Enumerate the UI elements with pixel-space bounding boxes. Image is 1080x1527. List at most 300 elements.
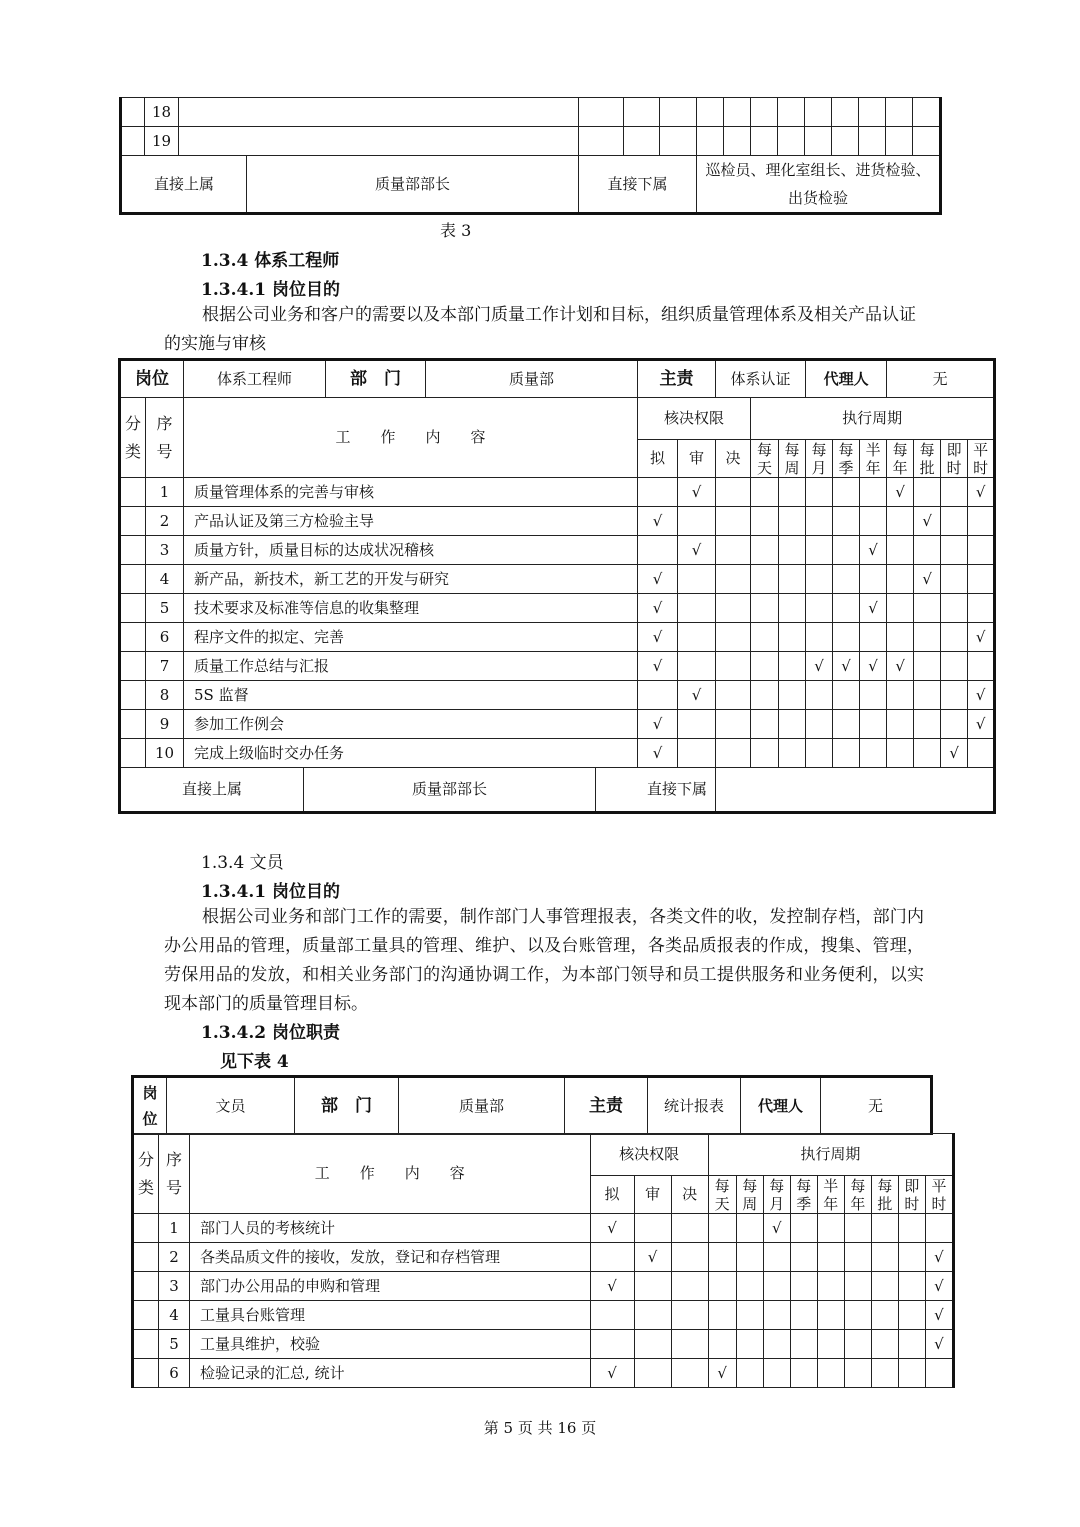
- check-cell: [968, 739, 995, 768]
- check-cell: [671, 1272, 708, 1301]
- check-cell: [844, 1243, 871, 1272]
- check-cell: √: [925, 1330, 953, 1359]
- section-title: 1.3.4 体系工程师: [201, 251, 340, 271]
- superior-value: 质量部部长: [304, 768, 596, 813]
- check-cell: [671, 1214, 708, 1243]
- check-cell: [736, 1330, 763, 1359]
- table-row: [120, 594, 995, 623]
- work-content: 完成上级临时交办任务: [184, 739, 638, 768]
- work-content: 质量方针，质量目标的达成状况稽核: [184, 536, 638, 565]
- duty-title: 1.3.4.2 岗位职责: [201, 1023, 340, 1043]
- duty-table-clerk: [131, 1133, 955, 1388]
- check-cell: [751, 594, 779, 623]
- check-cell: [860, 478, 887, 507]
- check-cell: [763, 1243, 790, 1272]
- check-cell: [898, 1330, 925, 1359]
- check-cell: [887, 623, 914, 652]
- period-col: 每月: [806, 440, 833, 478]
- check-cell: [833, 478, 860, 507]
- check-cell: √: [925, 1301, 953, 1330]
- period-col: 即时: [941, 440, 968, 478]
- check-cell: [671, 1330, 708, 1359]
- check-cell: [790, 1330, 817, 1359]
- check-cell: [763, 1272, 790, 1301]
- work-content: 程序文件的拟定、完善: [184, 623, 638, 652]
- category-header: 分类: [120, 398, 146, 478]
- check-cell: [925, 1359, 953, 1388]
- authority-col: 拟: [590, 1176, 634, 1214]
- period-col: 每季: [790, 1176, 817, 1214]
- check-cell: [898, 1301, 925, 1330]
- check-cell: √: [968, 710, 995, 739]
- check-cell: [871, 1330, 898, 1359]
- check-cell: [833, 710, 860, 739]
- table-row: [120, 478, 995, 507]
- table-row: [133, 1301, 954, 1330]
- table-row: [133, 1243, 954, 1272]
- check-cell: √: [914, 565, 941, 594]
- check-cell: [736, 1272, 763, 1301]
- table-row: [120, 623, 995, 652]
- check-cell: [833, 623, 860, 652]
- row-number: 2: [159, 1243, 190, 1272]
- check-cell: √: [678, 536, 716, 565]
- check-cell: √: [968, 681, 995, 710]
- check-cell: √: [638, 652, 678, 681]
- category-cell: [120, 507, 146, 536]
- check-cell: [898, 1272, 925, 1301]
- check-cell: [790, 1359, 817, 1388]
- row-number: 6: [159, 1359, 190, 1388]
- check-cell: [634, 1214, 671, 1243]
- check-cell: [914, 536, 941, 565]
- check-cell: [844, 1330, 871, 1359]
- check-cell: [790, 1243, 817, 1272]
- check-cell: [708, 1301, 736, 1330]
- check-cell: [914, 652, 941, 681]
- check-cell: [898, 1214, 925, 1243]
- check-cell: [716, 681, 751, 710]
- work-content: 工量具台账管理: [190, 1301, 590, 1330]
- check-cell: [914, 478, 941, 507]
- check-cell: [833, 681, 860, 710]
- period-col: 每月: [763, 1176, 790, 1214]
- check-cell: [779, 652, 806, 681]
- check-cell: √: [925, 1272, 953, 1301]
- check-cell: [833, 739, 860, 768]
- main-value: 体系认证: [716, 360, 806, 398]
- check-cell: [941, 652, 968, 681]
- check-cell: [887, 536, 914, 565]
- check-cell: [751, 739, 779, 768]
- check-cell: √: [806, 652, 833, 681]
- check-cell: [708, 1243, 736, 1272]
- work-content: 5S 监督: [184, 681, 638, 710]
- check-cell: [860, 710, 887, 739]
- authority-col: 决: [671, 1176, 708, 1214]
- check-cell: [716, 565, 751, 594]
- check-cell: √: [638, 739, 678, 768]
- period-col: 即时: [898, 1176, 925, 1214]
- check-cell: √: [833, 652, 860, 681]
- work-content: 参加工作例会: [184, 710, 638, 739]
- authority-col: 审: [634, 1176, 671, 1214]
- check-cell: [914, 594, 941, 623]
- content-header: 工 作 内 容: [184, 398, 638, 478]
- check-cell: √: [860, 594, 887, 623]
- row-number: 7: [146, 652, 184, 681]
- superior-label: 直接上属: [121, 156, 247, 214]
- check-cell: √: [763, 1214, 790, 1243]
- category-cell: [120, 681, 146, 710]
- row-number: 1: [159, 1214, 190, 1243]
- check-cell: [860, 623, 887, 652]
- row-number: 1: [146, 478, 184, 507]
- check-cell: [914, 739, 941, 768]
- check-cell: [638, 536, 678, 565]
- check-cell: [590, 1243, 634, 1272]
- check-cell: [678, 739, 716, 768]
- check-cell: [968, 594, 995, 623]
- authority-col: 审: [678, 440, 716, 478]
- main-label: 主责: [565, 1077, 648, 1135]
- check-cell: [751, 681, 779, 710]
- check-cell: [751, 507, 779, 536]
- check-cell: [844, 1214, 871, 1243]
- check-cell: [925, 1214, 953, 1243]
- period-col: 每年: [844, 1176, 871, 1214]
- period-header: 执行周期: [751, 398, 995, 440]
- check-cell: [806, 594, 833, 623]
- check-cell: [871, 1272, 898, 1301]
- check-cell: [708, 1214, 736, 1243]
- check-cell: [779, 739, 806, 768]
- check-cell: √: [638, 623, 678, 652]
- check-cell: [779, 623, 806, 652]
- check-cell: [833, 536, 860, 565]
- check-cell: √: [914, 507, 941, 536]
- category-cell: [120, 623, 146, 652]
- work-content: 质量工作总结与汇报: [184, 652, 638, 681]
- row-number: 2: [146, 507, 184, 536]
- subordinate-value: 巡检员、理化室组长、进货检验、出货检验: [697, 156, 941, 214]
- check-cell: [860, 739, 887, 768]
- check-cell: [898, 1243, 925, 1272]
- purpose-text: 根据公司业务和客户的需要以及本部门质量工作计划和目标，组织质量管理体系及相关产品认证的实施与审核: [164, 305, 916, 354]
- check-cell: [716, 652, 751, 681]
- check-cell: [671, 1301, 708, 1330]
- category-cell: [120, 652, 146, 681]
- check-cell: [634, 1330, 671, 1359]
- check-cell: [968, 652, 995, 681]
- check-cell: [887, 507, 914, 536]
- row-number: 4: [146, 565, 184, 594]
- check-cell: [887, 594, 914, 623]
- check-cell: [708, 1330, 736, 1359]
- check-cell: [817, 1243, 844, 1272]
- dept-label: 部 门: [295, 1077, 399, 1135]
- check-cell: [941, 681, 968, 710]
- category-cell: [120, 565, 146, 594]
- row-number: 10: [146, 739, 184, 768]
- table-row: [120, 536, 995, 565]
- check-cell: [941, 507, 968, 536]
- work-content: 部门人员的考核统计: [190, 1214, 590, 1243]
- check-cell: [806, 536, 833, 565]
- work-content: 质量管理体系的完善与审核: [184, 478, 638, 507]
- category-header: 分类: [133, 1134, 159, 1214]
- check-cell: √: [887, 652, 914, 681]
- row-number: 19: [145, 127, 179, 156]
- check-cell: [736, 1301, 763, 1330]
- check-cell: [671, 1243, 708, 1272]
- post-value: 体系工程师: [184, 360, 326, 398]
- table-row: [120, 710, 995, 739]
- main-label: 主责: [638, 360, 716, 398]
- period-col: 每年: [887, 440, 914, 478]
- superior-label: 直接上属: [120, 768, 304, 813]
- check-cell: [634, 1359, 671, 1388]
- work-content: 检验记录的汇总, 统计: [190, 1359, 590, 1388]
- check-cell: [860, 681, 887, 710]
- category-cell: [133, 1272, 159, 1301]
- period-col: 每周: [779, 440, 806, 478]
- check-cell: [751, 710, 779, 739]
- check-cell: [817, 1214, 844, 1243]
- purpose-title: 1.3.4.1 岗位目的: [201, 280, 340, 300]
- check-cell: [806, 681, 833, 710]
- period-col: 每周: [736, 1176, 763, 1214]
- check-cell: [860, 507, 887, 536]
- superior-value: 质量部部长: [247, 156, 579, 214]
- category-cell: [120, 536, 146, 565]
- check-cell: √: [590, 1214, 634, 1243]
- check-cell: √: [968, 623, 995, 652]
- row-number: 8: [146, 681, 184, 710]
- period-col: 半年: [817, 1176, 844, 1214]
- check-cell: √: [638, 594, 678, 623]
- check-cell: [678, 623, 716, 652]
- check-cell: [790, 1272, 817, 1301]
- check-cell: [871, 1243, 898, 1272]
- check-cell: [716, 594, 751, 623]
- check-cell: [678, 594, 716, 623]
- subordinate-label: 直接下属: [579, 156, 697, 214]
- work-content: 工量具维护，校验: [190, 1330, 590, 1359]
- row-number: 5: [146, 594, 184, 623]
- check-cell: √: [860, 652, 887, 681]
- sequence-header: 序号: [159, 1134, 190, 1214]
- row-number: 18: [145, 98, 179, 127]
- check-cell: [914, 681, 941, 710]
- period-col: 每批: [914, 440, 941, 478]
- check-cell: [638, 478, 678, 507]
- check-cell: [871, 1214, 898, 1243]
- row-number: 3: [159, 1272, 190, 1301]
- check-cell: [871, 1301, 898, 1330]
- table-row: [133, 1359, 954, 1388]
- check-cell: √: [678, 478, 716, 507]
- check-cell: [716, 623, 751, 652]
- check-cell: [716, 710, 751, 739]
- check-cell: [833, 594, 860, 623]
- check-cell: [678, 507, 716, 536]
- check-cell: [968, 536, 995, 565]
- purpose-title: 1.3.4.1 岗位目的: [201, 882, 340, 902]
- check-cell: [806, 623, 833, 652]
- work-content: 技术要求及标准等信息的收集整理: [184, 594, 638, 623]
- check-cell: [914, 623, 941, 652]
- check-cell: [887, 739, 914, 768]
- duty-table-engineer: [118, 358, 996, 814]
- check-cell: [833, 565, 860, 594]
- row-number: 6: [146, 623, 184, 652]
- period-col: 平时: [925, 1176, 953, 1214]
- agent-value: 无: [887, 360, 995, 398]
- check-cell: [968, 507, 995, 536]
- check-cell: [806, 478, 833, 507]
- check-cell: [941, 710, 968, 739]
- check-cell: [634, 1301, 671, 1330]
- check-cell: [941, 536, 968, 565]
- check-cell: √: [678, 681, 716, 710]
- table-row: [120, 652, 995, 681]
- content-header: 工 作 内 容: [190, 1134, 590, 1214]
- check-cell: [751, 478, 779, 507]
- duty-table-clerk-top: [131, 1075, 933, 1135]
- table-row: [120, 739, 995, 768]
- check-cell: [860, 565, 887, 594]
- authority-header: 核决权限: [638, 398, 751, 440]
- check-cell: √: [887, 478, 914, 507]
- check-cell: [844, 1272, 871, 1301]
- category-cell: [133, 1243, 159, 1272]
- check-cell: [806, 507, 833, 536]
- top-table: [119, 97, 942, 215]
- check-cell: √: [590, 1359, 634, 1388]
- check-cell: [779, 507, 806, 536]
- check-cell: [638, 681, 678, 710]
- table-row: [121, 127, 941, 156]
- page-footer: 第 5 页 共 16 页: [483, 1419, 597, 1437]
- check-cell: [590, 1330, 634, 1359]
- row-number: 9: [146, 710, 184, 739]
- table-row: [133, 1330, 954, 1359]
- check-cell: [736, 1243, 763, 1272]
- period-col: 每季: [833, 440, 860, 478]
- category-cell: [133, 1214, 159, 1243]
- dept-label: 部 门: [326, 360, 426, 398]
- agent-label: 代理人: [741, 1077, 821, 1135]
- table-row: [133, 1214, 954, 1243]
- dept-value: 质量部: [399, 1077, 565, 1135]
- check-cell: [716, 478, 751, 507]
- check-cell: [751, 565, 779, 594]
- check-cell: [833, 507, 860, 536]
- category-cell: [133, 1330, 159, 1359]
- check-cell: [671, 1359, 708, 1388]
- check-cell: [779, 710, 806, 739]
- check-cell: [844, 1301, 871, 1330]
- sequence-header: 序号: [146, 398, 184, 478]
- check-cell: [678, 565, 716, 594]
- work-content: 新产品，新技术，新工艺的开发与研究: [184, 565, 638, 594]
- authority-header: 核决权限: [590, 1134, 708, 1176]
- check-cell: [817, 1330, 844, 1359]
- period-col: 每天: [708, 1176, 736, 1214]
- check-cell: √: [590, 1272, 634, 1301]
- check-cell: [751, 623, 779, 652]
- table-row: [121, 98, 941, 127]
- check-cell: [634, 1272, 671, 1301]
- check-cell: [806, 739, 833, 768]
- row-number: 3: [146, 536, 184, 565]
- check-cell: [914, 710, 941, 739]
- check-cell: [887, 681, 914, 710]
- check-cell: [898, 1359, 925, 1388]
- period-col: 每批: [871, 1176, 898, 1214]
- check-cell: [806, 565, 833, 594]
- check-cell: [817, 1359, 844, 1388]
- check-cell: [790, 1301, 817, 1330]
- check-cell: [779, 594, 806, 623]
- check-cell: [871, 1359, 898, 1388]
- check-cell: [751, 652, 779, 681]
- check-cell: [590, 1301, 634, 1330]
- check-cell: √: [860, 536, 887, 565]
- check-cell: [751, 536, 779, 565]
- check-cell: √: [925, 1243, 953, 1272]
- agent-value: 无: [821, 1077, 932, 1135]
- check-cell: [763, 1301, 790, 1330]
- dept-value: 质量部: [426, 360, 638, 398]
- check-cell: [779, 536, 806, 565]
- check-cell: [763, 1330, 790, 1359]
- post-value: 文员: [167, 1077, 295, 1135]
- authority-col: 决: [716, 440, 751, 478]
- check-cell: [736, 1214, 763, 1243]
- check-cell: [887, 565, 914, 594]
- check-cell: √: [638, 507, 678, 536]
- subordinate-value: [716, 768, 995, 813]
- table-row: [120, 681, 995, 710]
- table-caption: 表 3: [440, 221, 472, 240]
- check-cell: [779, 681, 806, 710]
- check-cell: [790, 1214, 817, 1243]
- section-title: 1.3.4 文员: [201, 853, 284, 873]
- duty-text: 见下表 4: [220, 1052, 289, 1072]
- table-row: [120, 565, 995, 594]
- check-cell: √: [638, 710, 678, 739]
- check-cell: √: [941, 739, 968, 768]
- category-cell: [133, 1359, 159, 1388]
- check-cell: [716, 739, 751, 768]
- work-content: 产品认证及第三方检验主导: [184, 507, 638, 536]
- check-cell: [887, 710, 914, 739]
- check-cell: [817, 1301, 844, 1330]
- table-row: [120, 507, 995, 536]
- check-cell: [708, 1272, 736, 1301]
- check-cell: √: [968, 478, 995, 507]
- period-col: 半年: [860, 440, 887, 478]
- check-cell: [806, 710, 833, 739]
- purpose-text: 根据公司业务和部门工作的需要，制作部门人事管理报表，各类文件的收，发控制存档，部门内办公用品的管理，质量部工量具的管理、维护、以及台账管理，各类品质报表的作成，搜集、管理，劳保用品的发放，和相关业务部门的沟通协调工作，为本部门领导和员工提供服务和业务便利，以实现本部门的质量管理目标。: [164, 907, 924, 1014]
- row-number: 4: [159, 1301, 190, 1330]
- check-cell: [716, 536, 751, 565]
- check-cell: √: [638, 565, 678, 594]
- check-cell: [678, 710, 716, 739]
- check-cell: √: [634, 1243, 671, 1272]
